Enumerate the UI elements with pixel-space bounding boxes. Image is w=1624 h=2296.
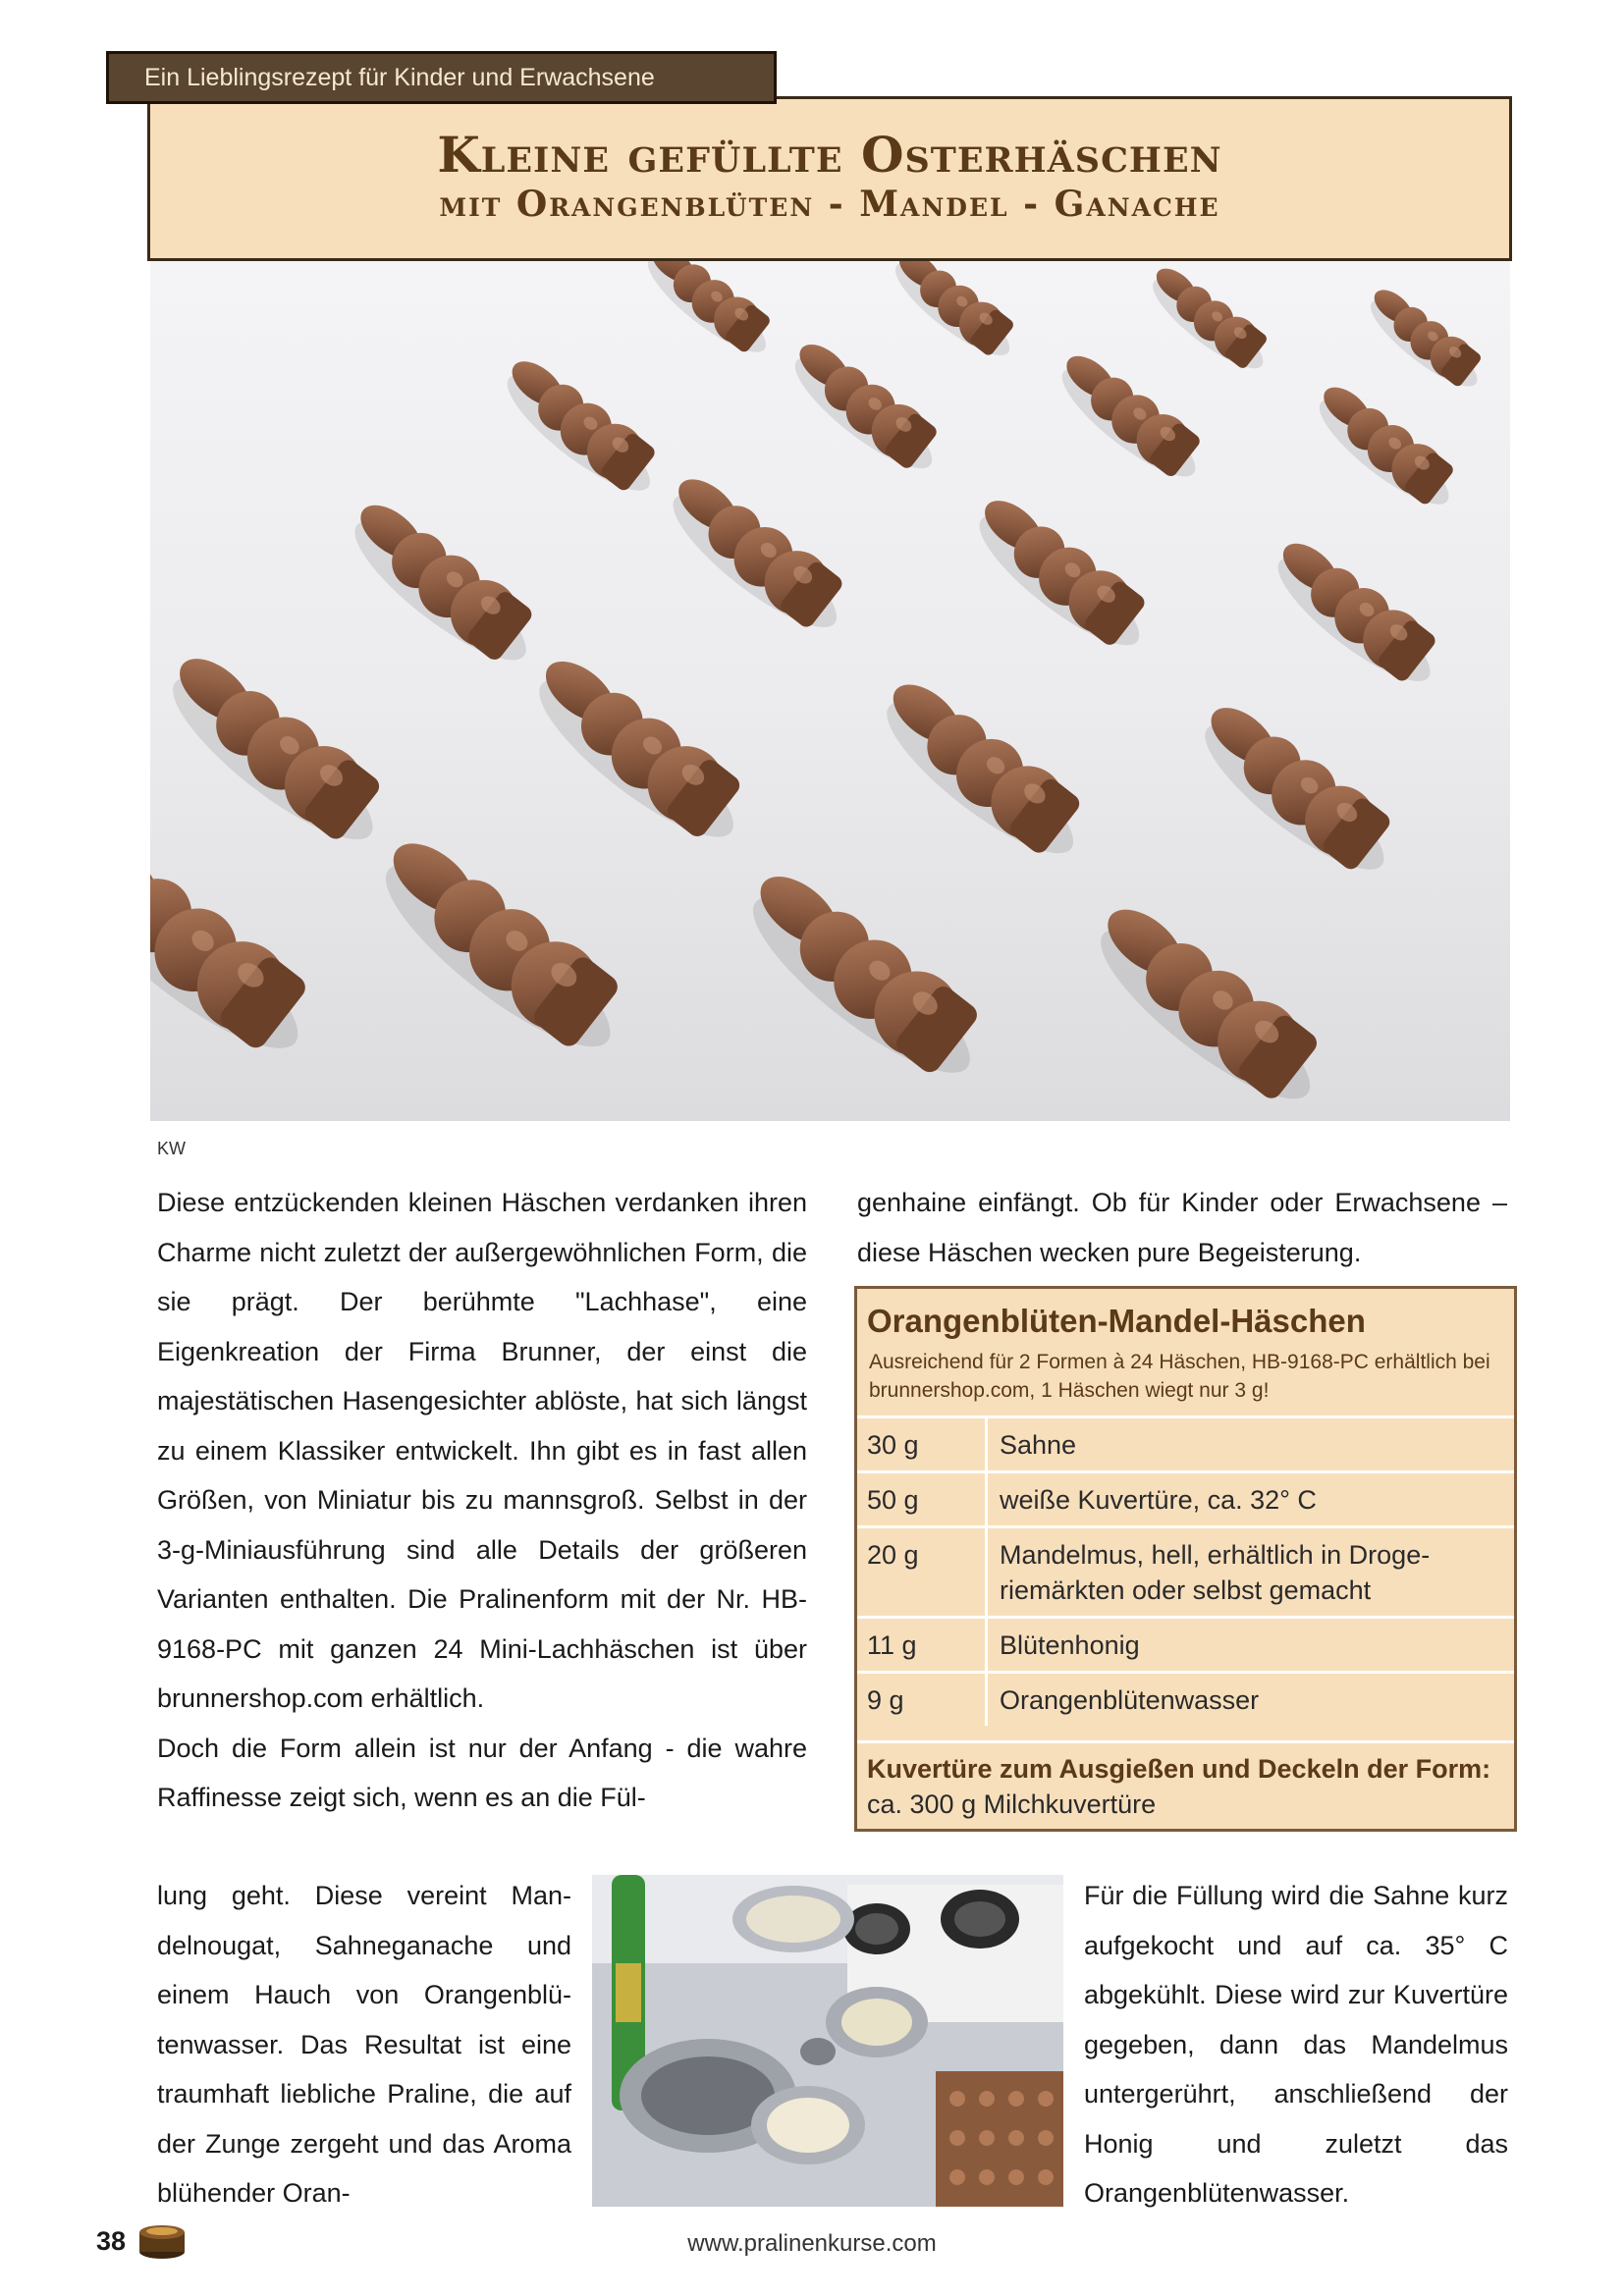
ingredient-name: Orangenblütenwasser	[987, 1673, 1515, 1727]
article-paragraph-1: Diese entzückenden kleinen Häschen verdanken ihren Charme nicht zuletzt der außergewöhnlichen Form, die sie prägt. Der berühmte "Lachhase", eine Eigenkreation der Firma Brunner, der einst die majestätischen Hasengesichter ablöste, hat sich längst zu einem Klassiker entwickelt. Ihn gibt es in fast allen Größen, von Miniatur bis zu mannsgroß. Selbst in der 3-g-Miniausführung sind alle Details der größeren Varianten enthalten. Die Pralinenform mit der Nr. HB-9168-PC mit ganzen 24 Mini-Lachhäschen ist über brunnershop.com erhältlich.	[157, 1188, 807, 1713]
title-box	[147, 96, 1512, 261]
ingredient-amount: 11 g	[857, 1618, 987, 1673]
page-subtitle: mit Orangenblüten - Mandel - Ganache	[439, 183, 1220, 225]
article-paragraph-2-continued: lung geht. Diese vereint Mandelnougat, Sahneganache und einem Hauch von Orangenblütenwasser. Das Resultat ist eine traumhaft liebliche Praline, die auf der Zunge zergeht und das Aroma blühender Oran-	[157, 1881, 571, 2208]
category-tag: Ein Lieblingsrezept für Kinder und Erwachsene	[106, 51, 777, 104]
ingredient-row	[857, 1618, 1514, 1673]
article-paragraph-2-end: genhaine einfängt. Ob für Kinder oder Erwachsene – diese Häschen wecken pure Begeisterung.	[857, 1188, 1507, 1267]
ingredient-row	[857, 1673, 1514, 1727]
ingredient-name: Mandelmus, hell, erhältlich in Drogeriemärkten oder selbst gemacht	[987, 1527, 1515, 1618]
ingredient-row	[857, 1417, 1514, 1472]
recipe-footer-text: ca. 300 g Milchkuvertüre	[867, 1789, 1157, 1819]
recipe-footer	[857, 1740, 1514, 1830]
ingredient-row	[857, 1527, 1514, 1618]
ingredient-amount: 9 g	[857, 1673, 987, 1727]
recipe-box	[854, 1286, 1517, 1832]
ingredient-amount: 20 g	[857, 1527, 987, 1618]
photo-credit: KW	[157, 1139, 186, 1158]
recipe-title: Orangenblüten-Mandel-Häschen	[867, 1303, 1366, 1339]
recipe-subtitle: Ausreichend für 2 Formen à 24 Häschen, HB-9168-PC erhältlich bei brunnershop.com, 1 Häschen wiegt nur 3 g!	[869, 1351, 1490, 1402]
ingredient-name: Blütenhonig	[987, 1618, 1515, 1673]
ingredient-name: Sahne	[987, 1417, 1515, 1472]
page-title: Kleine gefüllte Osterhäschen	[437, 126, 1222, 184]
hero-photo-bunnies	[150, 261, 1510, 1121]
ingredient-amount: 30 g	[857, 1417, 987, 1472]
ingredient-row	[857, 1472, 1514, 1527]
article-paragraph-3: Für die Füllung wird die Sahne kurz aufgekocht und auf ca. 35° C abgekühlt. Diese wird zur Kuvertüre gegeben, dann das Mandelmus untergerührt, anschließend der Honig und zuletzt das Orangenblütenwasser.	[1084, 1881, 1508, 2208]
footer-url: www.pralinenkurse.com	[687, 2230, 937, 2257]
ingredient-name: weiße Kuvertüre, ca. 32° C	[987, 1472, 1515, 1527]
article-paragraph-2: Doch die Form allein ist nur der Anfang - die wahre Raffinesse zeigt sich, wenn es an die Fül-	[157, 1733, 807, 1812]
page-number: 38	[96, 2226, 127, 2256]
ingredient-amount: 50 g	[857, 1472, 987, 1527]
ingredients-table	[857, 1415, 1514, 1726]
article-left-column	[157, 1178, 807, 1823]
preparation-photo	[592, 1875, 1063, 2207]
recipe-footer-label: Kuvertüre zum Ausgießen und Deckeln der Form:	[867, 1754, 1491, 1784]
article-right-column-top	[857, 1178, 1507, 1277]
article-right-column-bottom	[1084, 1871, 1508, 2218]
article-left-column-continued	[157, 1871, 571, 2218]
